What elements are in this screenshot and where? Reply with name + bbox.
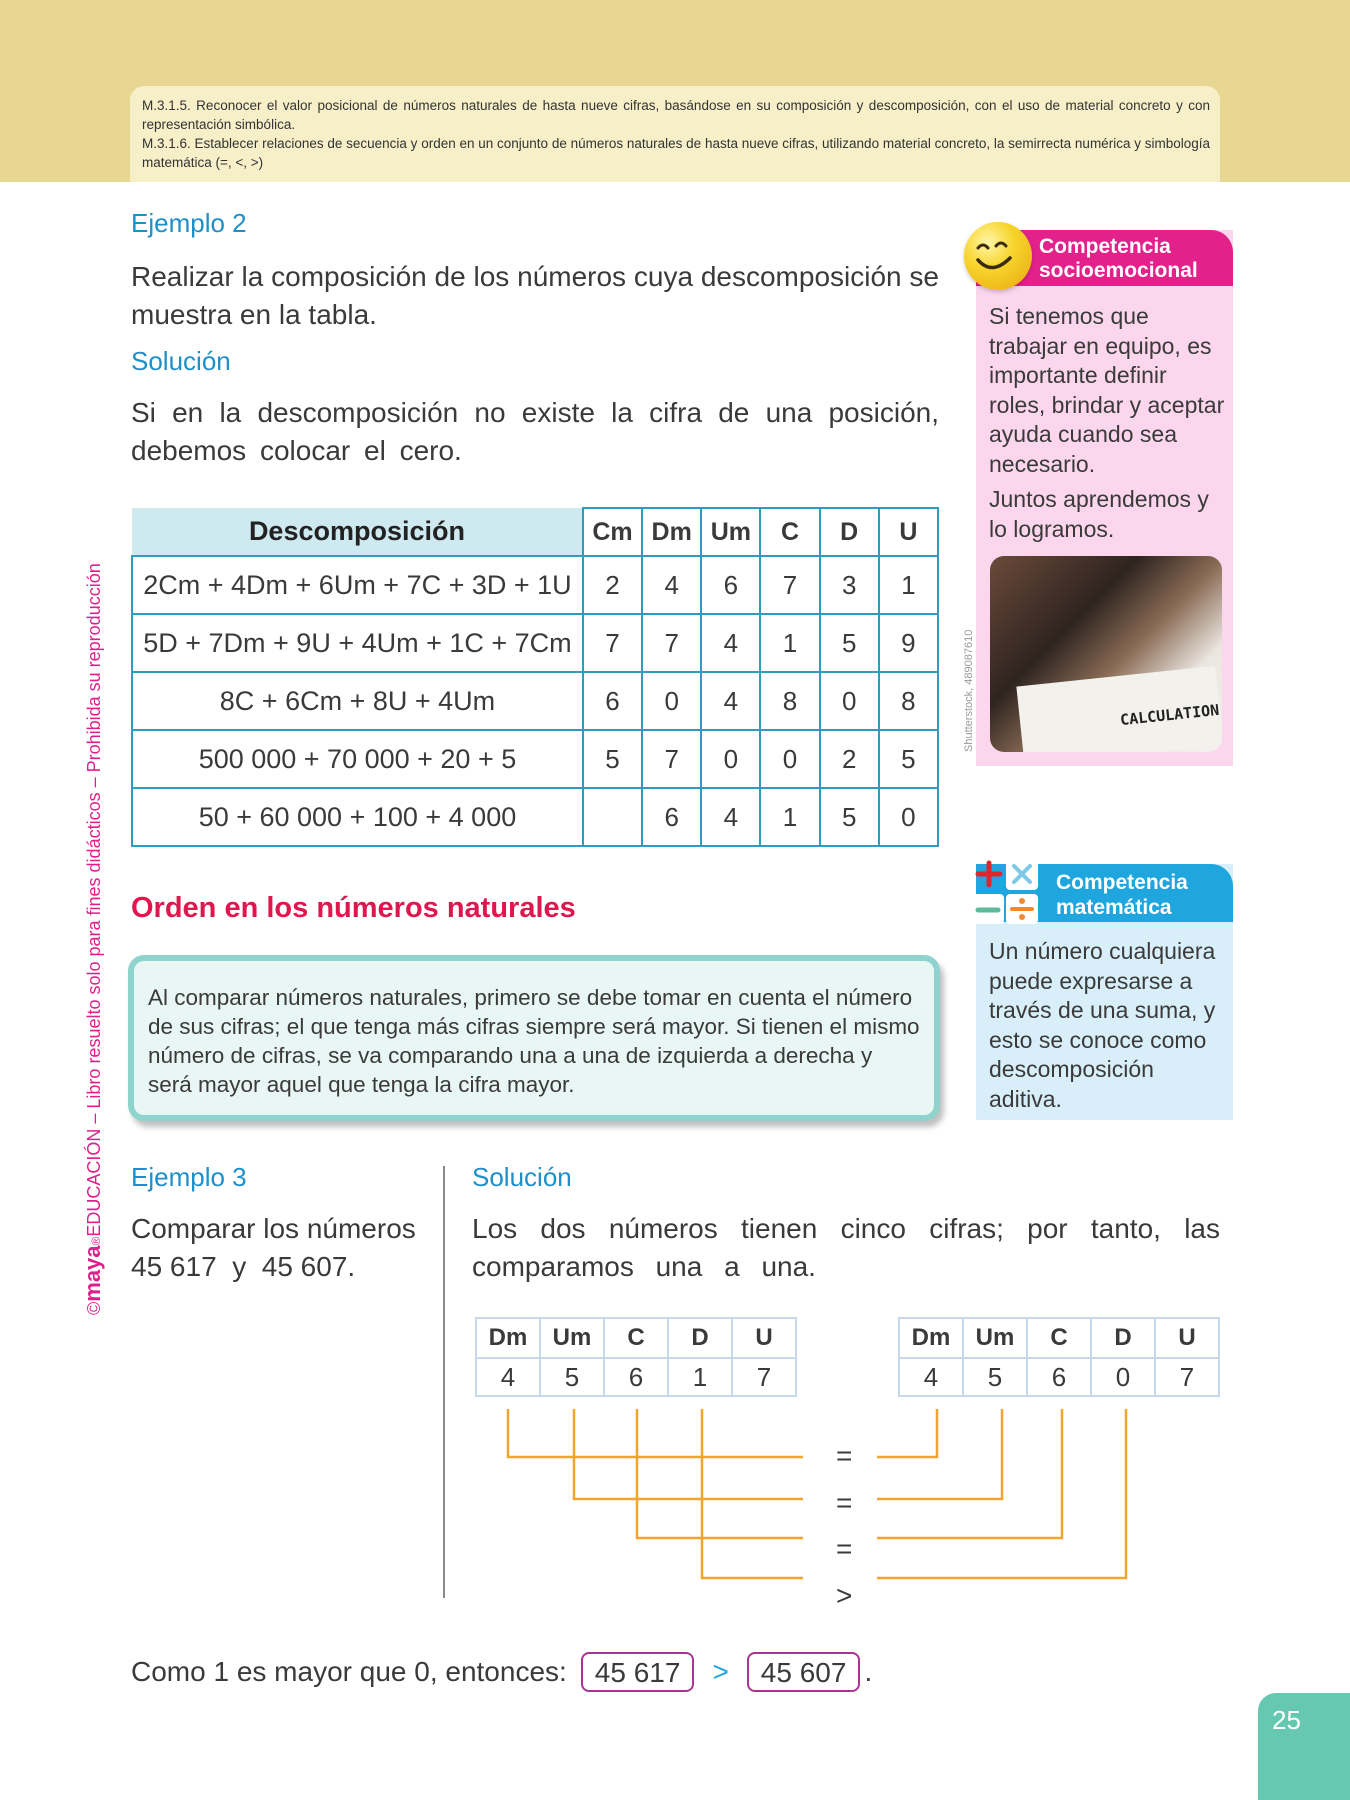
photo-caption: CALCULATION [1119, 700, 1221, 730]
copyright-symbol: © [84, 1301, 104, 1315]
cell-d: 5 [820, 788, 879, 846]
cell-dm: 7 [642, 614, 701, 672]
statement-line-2: 45 617 y 45 607. [131, 1251, 356, 1282]
statement-line-1: Comparar los números [131, 1213, 416, 1244]
cell-u: 8 [879, 672, 938, 730]
cell-cm: 2 [583, 556, 642, 614]
header-descomposicion: Descomposición [132, 508, 583, 556]
header-um: Um [540, 1318, 604, 1358]
cell-um: 4 [701, 614, 760, 672]
header-u: U [732, 1318, 796, 1358]
cell-um: 4 [701, 788, 760, 846]
example2-statement: Realizar la composición de los números cuya descomposición se muestra en la tabla. [131, 261, 939, 330]
comparison-rule-text: Al comparar números naturales, primero se debe tomar en cuenta el número de sus cifras; el que tenga más cifras siempre será mayor. Si tienen el mismo número de cifras, se va comparando una a una de izquierda a derecha y será mayor aquel que tenga la cifra mayor. [148, 985, 920, 1097]
header-dm: Dm [476, 1318, 540, 1358]
row-descomposicion: 50 + 60 000 + 100 + 4 000 [132, 788, 583, 846]
objective-2: M.3.1.6. Establecer relaciones de secuencia y orden en un conjunto de números naturales de hasta nueve cifras, utilizando material concreto, la semirrecta numérica y simbología matemática (=, <, >) [142, 136, 1210, 170]
row-descomposicion: 5D + 7Dm + 9U + 4Um + 1C + 7Cm [132, 614, 583, 672]
header-d: D [820, 508, 879, 556]
cell-c: 1 [760, 614, 819, 672]
left-number-box: 45 617 [581, 1652, 695, 1692]
cell-c: 6 [604, 1358, 668, 1396]
example3-solution-title: Solución [472, 1162, 572, 1192]
example2-title: Ejemplo 2 [131, 208, 247, 238]
example2-solution-title: Solución [131, 346, 231, 376]
cell-um: 5 [963, 1358, 1027, 1396]
cell-c: 8 [760, 672, 819, 730]
cell-d: 0 [1091, 1358, 1155, 1396]
header-um: Um [963, 1318, 1027, 1358]
math-text: Un número cualquiera puede expresarse a través de una suma, y esto se conoce como descomposición aditiva. [989, 938, 1216, 1112]
cell-dm: 7 [642, 730, 701, 788]
cell-c: 6 [1027, 1358, 1091, 1396]
socio-paragraph-1: Si tenemos que trabajar en equipo, es importante definir roles, brindar y aceptar ayuda cuando sea necesario. [989, 303, 1225, 477]
cell-cm: 5 [583, 730, 642, 788]
row-descomposicion: 8C + 6Cm + 8U + 4Um [132, 672, 583, 730]
cell-dm: 0 [642, 672, 701, 730]
comparison-sign-d: > [836, 1580, 853, 1611]
cell-c: 1 [760, 788, 819, 846]
cell-um: 4 [701, 672, 760, 730]
header-c: C [760, 508, 819, 556]
conclusion-line [131, 1652, 872, 1692]
socio-paragraph-2: Juntos aprendemos y lo logramos. [989, 486, 1209, 542]
title-line-1: Competencia [1056, 871, 1188, 894]
header-dm: Dm [899, 1318, 963, 1358]
cell-cm: 7 [583, 614, 642, 672]
photo-credit: Shutterstock, 489087610 [963, 629, 975, 752]
cell-dm: 6 [642, 788, 701, 846]
title-line-2: matemática [1056, 896, 1172, 919]
header-d: D [1091, 1318, 1155, 1358]
row-descomposicion: 500 000 + 70 000 + 20 + 5 [132, 730, 583, 788]
cell-c: 0 [760, 730, 819, 788]
comparison-sign-dm: = [836, 1440, 853, 1471]
cell-u: 7 [1155, 1358, 1219, 1396]
cell-u: 0 [879, 788, 938, 846]
example2-solution-text: Si en la descomposición no existe la cifra de una posición, debemos colocar el cero. [131, 397, 939, 466]
example3-solution-text: Los dos números tienen cinco cifras; por tanto, las comparamos una a una. [472, 1213, 1220, 1282]
conclusion-text: Como 1 es mayor que 0, entonces: [131, 1656, 567, 1687]
cell-c: 7 [760, 556, 819, 614]
cell-dm: 4 [642, 556, 701, 614]
comparison-sign-um: = [836, 1487, 853, 1518]
cell-dm: 4 [899, 1358, 963, 1396]
header-u: U [879, 508, 938, 556]
header-um: Um [701, 508, 760, 556]
cell-d: 2 [820, 730, 879, 788]
header-c: C [1027, 1318, 1091, 1358]
relation-symbol: > [712, 1656, 729, 1687]
end-period: . [864, 1656, 873, 1687]
header-cm: Cm [583, 508, 642, 556]
header-u: U [1155, 1318, 1219, 1358]
cell-u: 5 [879, 730, 938, 788]
comparison-sign-c: = [836, 1533, 853, 1564]
title-line-2: socioemocional [1039, 259, 1198, 282]
cell-d: 5 [820, 614, 879, 672]
example3-title: Ejemplo 3 [131, 1162, 247, 1192]
row-descomposicion: 2Cm + 4Dm + 6Um + 7C + 3D + 1U [132, 556, 583, 614]
cell-cm: 6 [583, 672, 642, 730]
margin-notice: EDUCACIÓN – Libro resuelto solo para fines didácticos – Prohibida su reproducción [84, 563, 104, 1237]
cell-dm: 4 [476, 1358, 540, 1396]
cell-u: 7 [732, 1358, 796, 1396]
page-number: 25 [1258, 1693, 1350, 1800]
cell-um: 0 [701, 730, 760, 788]
cell-d: 1 [668, 1358, 732, 1396]
cell-u: 9 [879, 614, 938, 672]
header-c: C [604, 1318, 668, 1358]
header-dm: Dm [642, 508, 701, 556]
order-section-title: Orden en los números naturales [131, 892, 576, 924]
right-number-box: 45 607 [747, 1652, 861, 1692]
registered-symbol: ® [89, 1236, 103, 1246]
brand-logo: maya [80, 1245, 105, 1302]
objective-1: M.3.1.5. Reconocer el valor posicional de números naturales de hasta nueve cifras, basándose en su composición y descomposición, con el uso de material concreto y con representación simbólica. [142, 98, 1210, 132]
cell-um: 5 [540, 1358, 604, 1396]
cell-um: 6 [701, 556, 760, 614]
header-d: D [668, 1318, 732, 1358]
title-line-1: Competencia [1039, 235, 1171, 258]
cell-u: 1 [879, 556, 938, 614]
cell-d: 3 [820, 556, 879, 614]
cell-d: 0 [820, 672, 879, 730]
